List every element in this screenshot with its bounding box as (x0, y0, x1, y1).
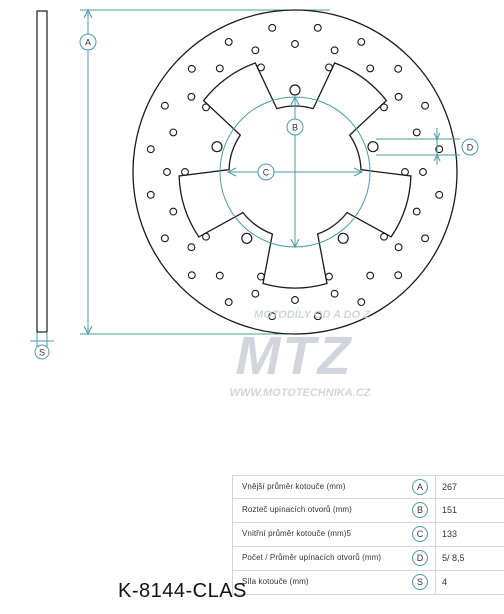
drilled-hole (164, 169, 171, 176)
drilled-hole (225, 39, 232, 46)
drilled-hole (331, 47, 338, 54)
drilled-hole (292, 297, 299, 304)
watermark-logo: MTZ (235, 326, 353, 386)
drilled-hole (162, 235, 169, 242)
drilled-hole (188, 65, 195, 72)
spec-value: 5/ 8,5 (442, 553, 465, 563)
spec-row-thickness (232, 571, 504, 595)
drilled-hole (326, 64, 333, 71)
label-b: B (291, 122, 299, 133)
drilled-hole (147, 191, 154, 198)
label-a: A (84, 37, 92, 48)
drilled-hole (314, 24, 321, 31)
drilled-hole (422, 102, 429, 109)
drilled-hole (395, 244, 402, 251)
drilled-hole (331, 290, 338, 297)
label-c: C (262, 167, 270, 178)
drilled-hole (381, 104, 388, 111)
watermark-top-text: MOTODÍLY OD A DO Z (254, 309, 370, 321)
spec-label: Vnitřní průměr kotouče (mm)5 (242, 529, 352, 538)
spec-row-inner-diameter (232, 523, 504, 547)
drilled-hole (326, 273, 333, 280)
label-s: S (38, 347, 46, 358)
drilled-hole (358, 39, 365, 46)
drilled-hole (188, 272, 195, 279)
drilled-hole (188, 244, 195, 251)
drilled-hole (182, 169, 189, 176)
spec-row-bolt-pitch (232, 499, 504, 523)
bolt-hole (242, 233, 252, 243)
spec-badge: B (412, 502, 428, 518)
drilled-hole (269, 24, 276, 31)
drilled-hole (252, 290, 259, 297)
spec-value: 133 (442, 529, 458, 539)
bolt-hole (338, 233, 348, 243)
drilled-hole (367, 272, 374, 279)
drilled-hole (203, 233, 210, 240)
spec-badge: A (412, 479, 428, 495)
drilled-hole (203, 104, 210, 111)
drilled-hole (358, 299, 365, 306)
watermark-bottom-text: WWW.MOTOTECHNIKA.CZ (229, 387, 371, 399)
drilled-hole (413, 129, 420, 136)
drilled-hole (292, 41, 299, 48)
spec-label: Vnější průměr kotouče (mm) (242, 482, 346, 491)
drilled-hole (420, 169, 427, 176)
spec-label: Síla kotouče (mm) (242, 577, 309, 586)
spec-value: 4 (442, 577, 448, 587)
bolt-hole (212, 142, 222, 152)
spec-label: Rozteč upínacích otvorů (mm) (242, 505, 352, 514)
drilled-hole (162, 102, 169, 109)
drilled-hole (170, 129, 177, 136)
spec-row-hole-count (232, 547, 504, 571)
spec-value: 151 (442, 505, 458, 515)
spec-label: Počet / Průměr upínacích otvorů (mm) (242, 553, 382, 562)
mtz-watermark (230, 308, 372, 399)
part-number: K-8144-CLAS (118, 580, 247, 602)
drilled-hole (422, 235, 429, 242)
drilled-hole (252, 47, 259, 54)
drilled-hole (395, 272, 402, 279)
spec-badge: D (412, 550, 428, 566)
disc-side-profile (37, 11, 47, 332)
drilled-hole (381, 233, 388, 240)
drilled-hole (147, 146, 154, 153)
bolt-hole (368, 142, 378, 152)
drilled-hole (395, 65, 402, 72)
drilled-hole (170, 208, 177, 215)
drilled-hole (413, 208, 420, 215)
drilled-hole (367, 65, 374, 72)
drilled-hole (258, 64, 265, 71)
drilled-hole (225, 299, 232, 306)
drilled-hole (258, 273, 265, 280)
drilled-hole (216, 65, 223, 72)
drilled-hole (216, 272, 223, 279)
spec-row-outer-diameter (232, 475, 504, 499)
drilled-hole (402, 169, 409, 176)
spec-badge: S (412, 574, 428, 590)
drilled-hole (395, 93, 402, 100)
bolt-hole (290, 85, 300, 95)
spec-value: 267 (442, 482, 458, 492)
label-d: D (466, 142, 474, 153)
spec-badge: C (412, 526, 428, 542)
drilled-hole (436, 191, 443, 198)
drilled-hole (188, 93, 195, 100)
